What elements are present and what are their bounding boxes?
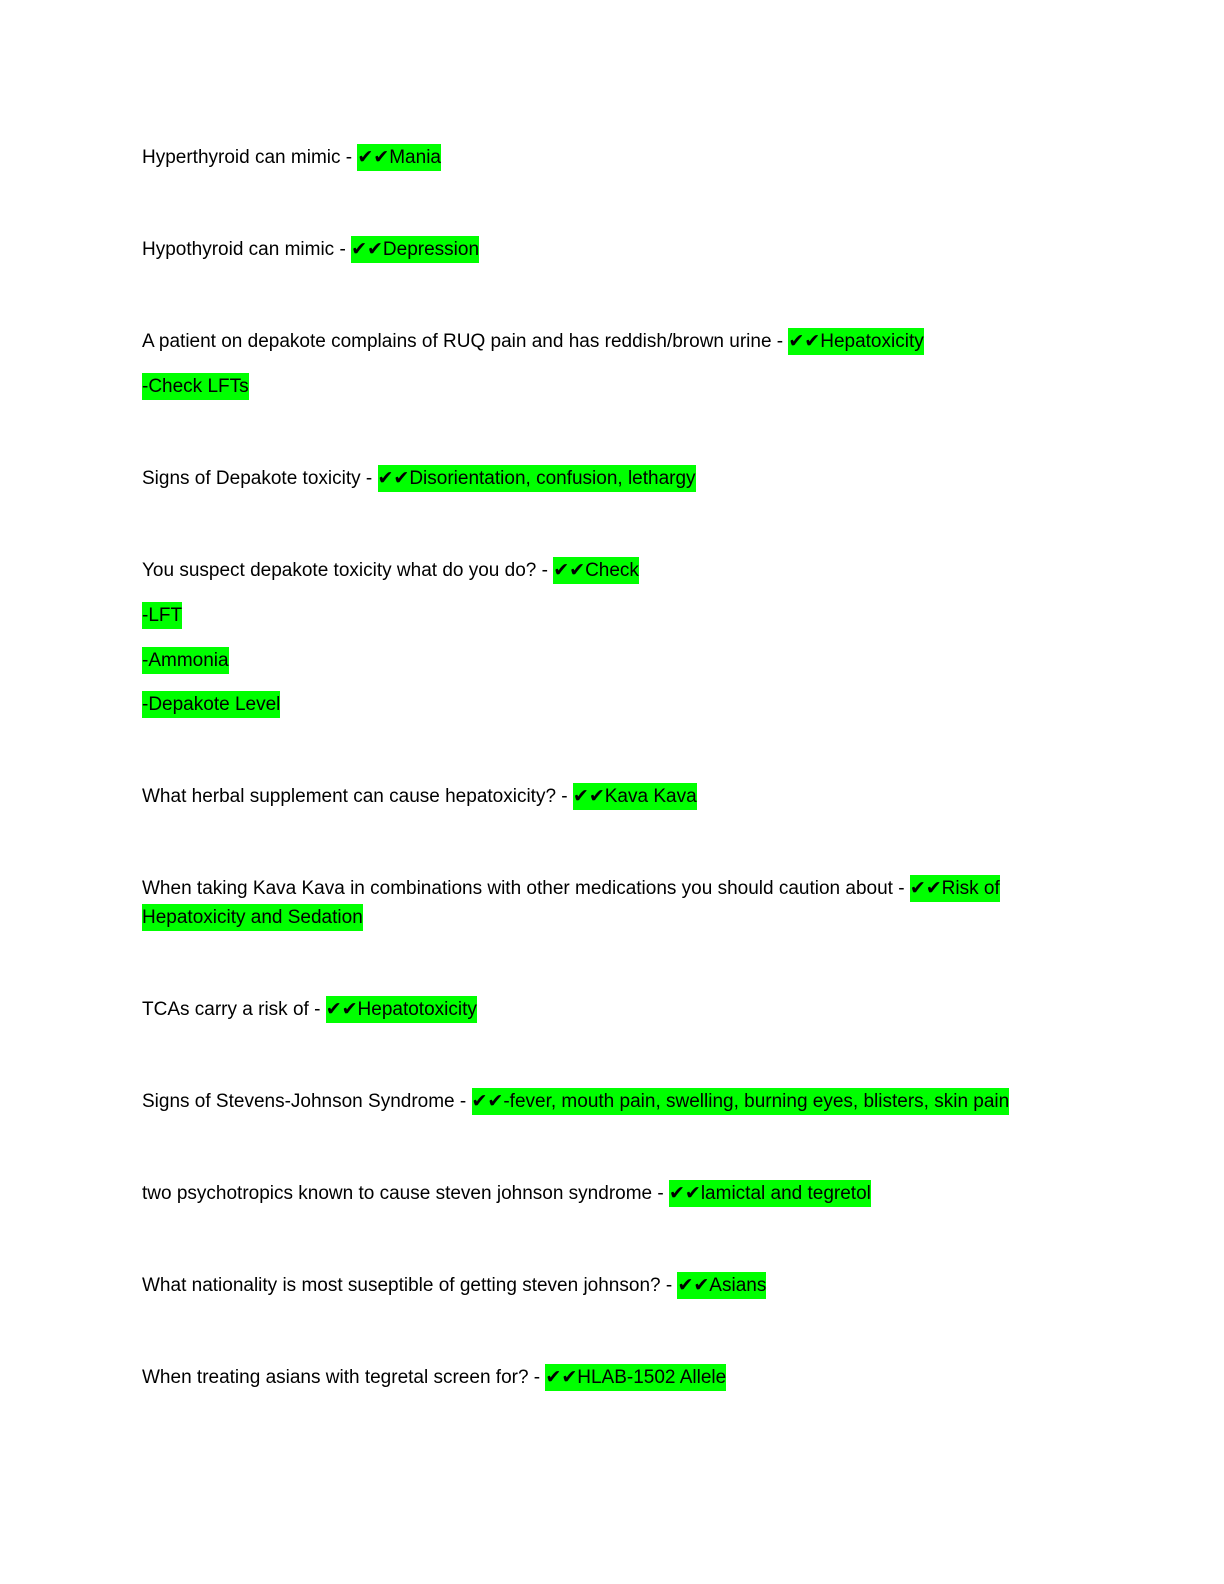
answer-highlight: ✔✔Asians xyxy=(677,1272,766,1299)
answer-highlight: Hepatoxicity and Sedation xyxy=(142,904,363,931)
question-text: When treating asians with tegretal screen for? - xyxy=(142,1367,546,1388)
question-text: A patient on depakote complains of RUQ pain and has reddish/brown urine - xyxy=(142,331,789,352)
question-text: What herbal supplement can cause hepatoxicity? - xyxy=(142,786,573,807)
qa-line xyxy=(142,556,639,585)
answer-highlight: ✔✔-fever, mouth pain, swelling, burning eyes, blisters, skin pain xyxy=(472,1088,1010,1115)
question-text: TCAs carry a risk of - xyxy=(142,999,326,1020)
qa-line xyxy=(142,1271,766,1300)
answer-highlight: ✔✔HLAB-1502 Allele xyxy=(545,1364,726,1391)
answer-highlight: ✔✔lamictal and tegretol xyxy=(669,1180,871,1207)
answer-highlight: ✔✔Hepatoxicity xyxy=(788,328,923,355)
qa-line xyxy=(142,235,479,264)
qa-line xyxy=(142,874,1000,903)
answer-highlight: ✔✔Mania xyxy=(357,144,441,171)
qa-line xyxy=(142,327,924,356)
answer-continuation xyxy=(142,372,249,401)
answer-highlight: -Check LFTs xyxy=(142,373,249,400)
qa-line xyxy=(142,782,697,811)
question-text: Hyperthyroid can mimic - xyxy=(142,147,358,168)
answer-highlight: ✔✔Risk of xyxy=(910,875,1000,902)
answer-continuation xyxy=(142,601,182,630)
qa-line xyxy=(142,143,441,172)
qa-line xyxy=(142,464,696,493)
answer-highlight: -Ammonia xyxy=(142,647,229,674)
qa-line xyxy=(142,1363,726,1392)
qa-line xyxy=(142,995,477,1024)
answer-continuation xyxy=(142,646,229,675)
qa-line xyxy=(142,1087,1009,1116)
question-text: When taking Kava Kava in combinations with other medications you should caution about - xyxy=(142,878,910,899)
qa-line xyxy=(142,1179,871,1208)
answer-highlight: ✔✔Check xyxy=(553,557,639,584)
answer-continuation xyxy=(142,690,280,719)
answer-highlight: ✔✔Disorientation, confusion, lethargy xyxy=(378,465,696,492)
answer-highlight: ✔✔Kava Kava xyxy=(573,783,697,810)
question-text: What nationality is most suseptible of getting steven johnson? - xyxy=(142,1275,678,1296)
question-text: Signs of Depakote toxicity - xyxy=(142,468,378,489)
answer-continuation xyxy=(142,903,363,932)
question-text: Signs of Stevens-Johnson Syndrome - xyxy=(142,1091,472,1112)
answer-highlight: -Depakote Level xyxy=(142,691,280,718)
answer-highlight: ✔✔Depression xyxy=(351,236,479,263)
answer-highlight: -LFT xyxy=(142,602,182,629)
question-text: You suspect depakote toxicity what do you do? - xyxy=(142,560,554,581)
question-text: two psychotropics known to cause steven johnson syndrome - xyxy=(142,1183,669,1204)
answer-highlight: ✔✔Hepatotoxicity xyxy=(326,996,477,1023)
question-text: Hypothyroid can mimic - xyxy=(142,239,352,260)
